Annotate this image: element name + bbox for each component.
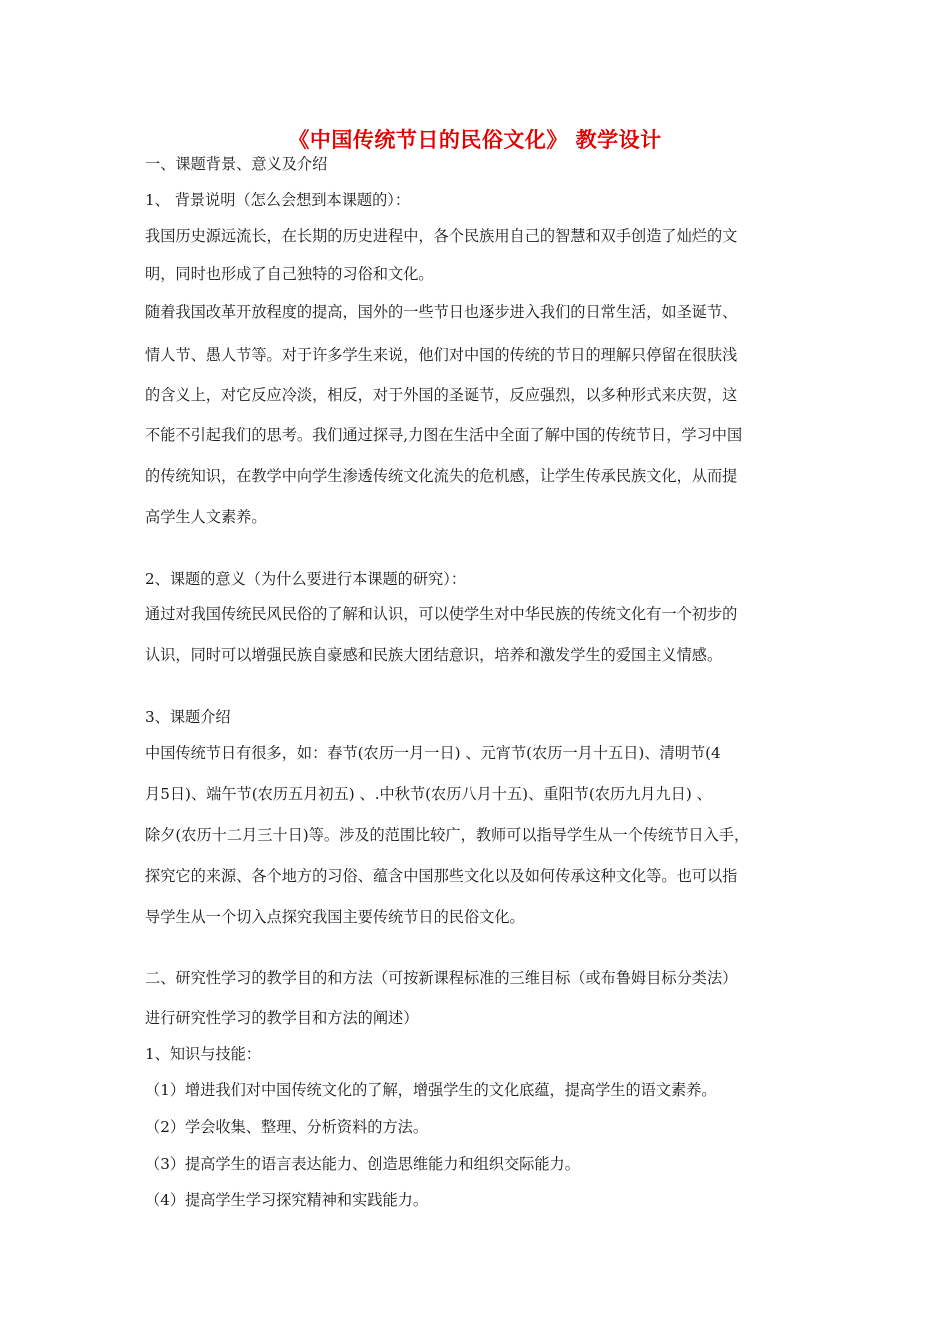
section-heading: 二、研究性学习的教学目的和方法（可按新课程标准的三维目标（或布鲁姆目标分类法） (145, 969, 738, 987)
paragraph-line: 的含义上，对它反应冷淡，相反，对于外国的圣诞节，反应强烈，以多种形式来庆贺，这 (145, 386, 738, 404)
paragraph-line: 的传统知识，在教学中向学生渗透传统文化流失的危机感，让学生传承民族文化，从而提 (145, 467, 738, 485)
paragraph-line: 月5日)、端午节(农历五月初五) 、.中秋节(农历八月十五)、重阳节(农历九月九日) 、 (145, 785, 712, 803)
document-title: 《中国传统节日的民俗文化》 教学设计 (288, 127, 662, 152)
paragraph-line: 认识，同时可以增强民族自豪感和民族大团结意识，培养和激发学生的爱国主义情感。 (145, 646, 723, 664)
subsection-heading: 3、课题介绍 (145, 708, 231, 726)
paragraph-line: 情人节、愚人节等。对于许多学生来说，他们对中国的传统的节日的理解只停留在很肤浅 (145, 346, 738, 364)
subsection-heading: 1、知识与技能： (145, 1045, 261, 1063)
section-heading: 一、课题背景、意义及介绍 (145, 155, 328, 173)
paragraph-line: 探究它的来源、各个地方的习俗、蕴含中国那些文化以及如何传承这种文化等。也可以指 (145, 867, 738, 885)
paragraph-line: 明，同时也形成了自己独特的习俗和文化。 (145, 265, 434, 283)
paragraph-line: 中国传统节日有很多，如：春节(农历一月一日) 、元宵节(农历一月十五日)、清明节(4 (145, 744, 721, 762)
paragraph-line: 随着我国改革开放程度的提高，国外的一些节日也逐步进入我们的日常生活，如圣诞节、 (145, 303, 738, 321)
paragraph-line: 通过对我国传统民风民俗的了解和认识，可以使学生对中华民族的传统文化有一个初步的 (145, 605, 738, 623)
list-item: （1）增进我们对中国传统文化的了解，增强学生的文化底蕴，提高学生的语文素养。 (145, 1081, 717, 1099)
subsection-heading: 1、 背景说明（怎么会想到本课题的）： (145, 191, 411, 209)
list-item: （2）学会收集、整理、分析资料的方法。 (145, 1118, 429, 1136)
paragraph-line: 高学生人文素养。 (145, 508, 267, 526)
list-item: （4）提高学生学习探究精神和实践能力。 (145, 1191, 429, 1209)
paragraph-line: 导学生从一个切入点探究我国主要传统节日的民俗文化。 (145, 908, 525, 926)
paragraph-line: 我国历史源远流长，在长期的历史进程中，各个民族用自己的智慧和双手创造了灿烂的文 (145, 227, 738, 245)
paragraph-line: 进行研究性学习的教学目和方法的阐述） (145, 1009, 419, 1027)
list-item: （3）提高学生的语言表达能力、创造思维能力和组织交际能力。 (145, 1155, 580, 1173)
paragraph-line: 不能不引起我们的思考。我们通过探寻,力图在生活中全面了解中国的传统节日，学习中国 (145, 426, 743, 444)
subsection-heading: 2、课题的意义（为什么要进行本课题的研究）： (145, 570, 467, 588)
paragraph-line: 除夕(农历十二月三十日)等。涉及的范围比较广，教师可以指导学生从一个传统节日入手， (145, 826, 750, 844)
